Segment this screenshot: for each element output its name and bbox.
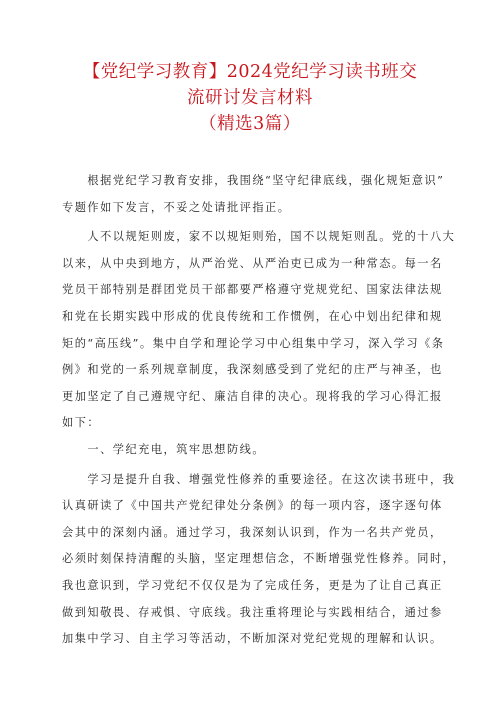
section-heading-1 xyxy=(62,437,438,464)
text-line: 如下： xyxy=(62,416,101,430)
text-line: 我也意识到，学习党纪不仅仅是为了完成任务，更是为了让自己真正 xyxy=(62,578,443,592)
section-heading-text: 一、学纪充电，筑牢思想防线。 xyxy=(62,442,266,456)
text-line: 党员干部特别是群团党员干部都要严格遵守党规党纪、国家法律法规 xyxy=(62,283,443,297)
text-line: 根据党纪学习教育安排，我围绕“坚守纪律底线，强化规矩意识” xyxy=(62,174,445,187)
text-line: 人不以规矩则废，家不以规矩则殆，国不以规矩则乱。党的十八大 xyxy=(62,230,456,244)
document-body xyxy=(62,168,456,653)
text-line: 和党在长期实践中形成的优良传统和工作惯例，在心中划出纪律和规 xyxy=(62,309,443,323)
text-line: 认真研读了《中国共产党纪律处分条例》的每一项内容，逐字逐句体 xyxy=(62,499,443,513)
text-line: 矩的“高压线”。集中自学和理论学习中心组集中学习，深入学习《条 xyxy=(62,336,445,350)
text-line: 以来，从中央到地方，从严治党、从严治吏已成为一种常态。每一名 xyxy=(62,256,443,270)
title-line-2: 流研讨发言材料 xyxy=(187,88,313,108)
paragraph-intro xyxy=(62,168,445,221)
text-line: 会其中的深刻内涵。通过学习，我深刻认识到，作为一名共产党员， xyxy=(62,525,443,539)
title-line-1: 【党纪学习教育】2024党纪学习读书班交 xyxy=(82,62,418,82)
text-line: 更加坚定了自己遵规守纪、廉洁自律的决心。现将我的学习心得汇报 xyxy=(62,389,443,403)
text-line: 加集中学习、自主学习等活动，不断加深对党纪党规的理解和认识。 xyxy=(62,632,443,646)
text-line: 专题作如下发言，不妥之处请批评指正。 xyxy=(62,200,291,214)
text-line: 做到知敬畏、存戒惧、守底线。我注重将理论与实践相结合，通过参 xyxy=(62,605,443,619)
paragraph-rules xyxy=(62,224,456,437)
text-line: 学习是提升自我、增强党性修养的重要途径。在这次读书班中，我 xyxy=(62,472,456,486)
title-line-3: （精选3篇） xyxy=(199,114,301,134)
paragraph-study xyxy=(62,467,456,653)
document-title xyxy=(40,59,460,137)
text-line: 必须时刻保持清醒的头脑，坚定理想信念，不断增强党性修养。同时， xyxy=(62,552,456,566)
text-line: 例》和党的一系列规章制度，我深刻感受到了党纪的庄严与神圣，也 xyxy=(62,363,443,377)
